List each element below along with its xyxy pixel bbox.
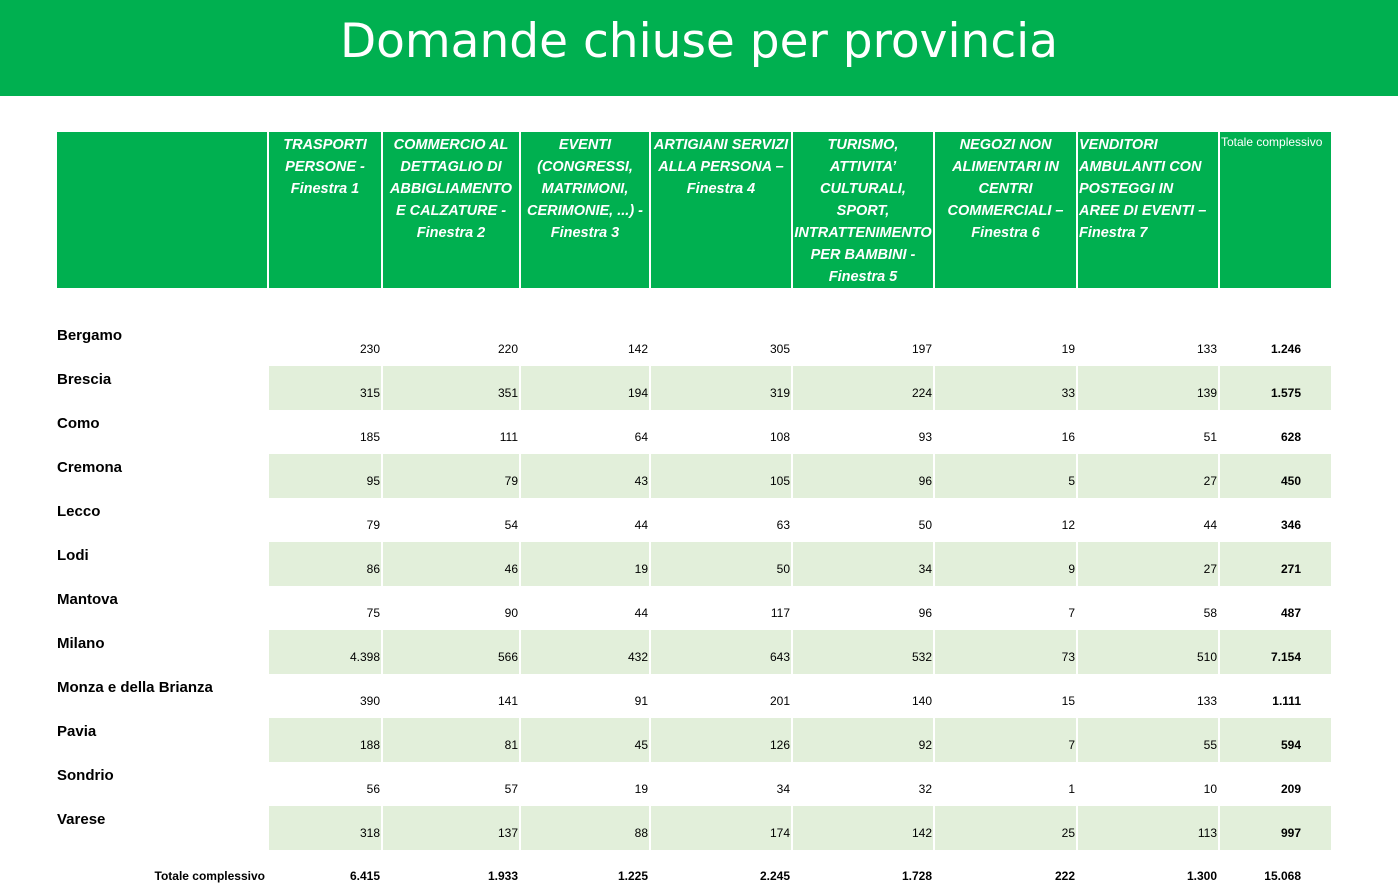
value-cell: 93 [792,410,934,454]
value-cell: 50 [650,542,792,586]
header-col-3: EVENTI (CONGRESSI, MATRIMONI, CERIMONIE, ...) - Finestra 3 [520,132,650,288]
total-cell: 1.300 [1077,850,1219,894]
value-cell: 34 [792,542,934,586]
value-cell: 4.398 [268,630,382,674]
province-name: Pavia [57,718,268,762]
value-cell: 351 [382,366,520,410]
province-name: Bergamo [57,322,268,366]
table-row [57,674,1331,718]
value-cell: 91 [520,674,650,718]
province-name: Como [57,410,268,454]
header-col-7: VENDITORI AMBULANTI CON POSTEGGI IN AREE DI EVENTI – Finestra 7 [1077,132,1219,288]
table-row [57,542,1331,586]
total-cell: 1.933 [382,850,520,894]
value-cell: 33 [934,366,1077,410]
value-cell: 45 [520,718,650,762]
value-cell: 319 [650,366,792,410]
value-cell: 126 [650,718,792,762]
value-cell: 46 [382,542,520,586]
value-cell: 194 [520,366,650,410]
table-row [57,454,1331,498]
province-name: Sondrio [57,762,268,806]
value-cell: 142 [792,806,934,850]
value-cell: 63 [650,498,792,542]
value-cell: 96 [792,586,934,630]
value-cell: 51 [1077,410,1219,454]
table-row [57,630,1331,674]
row-total-cell: 1.111 [1272,694,1301,708]
province-name: Varese [57,806,268,850]
value-cell: 7 [934,718,1077,762]
row-total-cell: 1.246 [1270,342,1301,356]
table-row [57,586,1331,630]
value-cell: 19 [520,762,650,806]
value-cell: 73 [934,630,1077,674]
value-cell: 7 [934,586,1077,630]
value-cell: 230 [268,322,382,366]
grand-total-cell: 15.068 [1264,869,1301,883]
value-cell: 137 [382,806,520,850]
value-cell: 174 [650,806,792,850]
row-total-cell: 7.154 [1219,630,1331,674]
total-row [57,850,1331,894]
value-cell: 318 [268,806,382,850]
value-cell: 44 [520,498,650,542]
value-cell: 142 [520,322,650,366]
value-cell: 16 [934,410,1077,454]
value-cell: 201 [650,674,792,718]
province-name: Brescia [57,366,268,410]
province-name: Mantova [57,586,268,630]
value-cell: 117 [650,586,792,630]
value-cell: 95 [268,454,382,498]
header-col-1: TRASPORTI PERSONE - Finestra 1 [268,132,382,288]
value-cell: 79 [268,498,382,542]
row-total-cell: 346 [1280,518,1301,532]
total-label: Totale complessivo [57,850,268,894]
value-cell: 432 [520,630,650,674]
value-cell: 10 [1077,762,1219,806]
value-cell: 220 [382,322,520,366]
value-cell: 315 [268,366,382,410]
header-col-2: COMMERCIO AL DETTAGLIO DI ABBIGLIAMENTO E CALZATURE - Finestra 2 [382,132,520,288]
province-name: Monza e della Brianza [57,674,268,718]
title-banner [0,0,1398,96]
value-cell: 50 [792,498,934,542]
page-title: Domande chiuse per provincia [339,14,1059,69]
value-cell: 43 [520,454,650,498]
value-cell: 141 [382,674,520,718]
value-cell: 139 [1077,366,1219,410]
value-cell: 305 [650,322,792,366]
value-cell: 9 [934,542,1077,586]
row-total-cell: 487 [1280,606,1301,620]
value-cell: 19 [520,542,650,586]
value-cell: 32 [792,762,934,806]
value-cell: 56 [268,762,382,806]
row-total-cell: 628 [1280,430,1301,444]
table-row [57,718,1331,762]
value-cell: 27 [1077,454,1219,498]
value-cell: 44 [520,586,650,630]
value-cell: 88 [520,806,650,850]
table-row [57,410,1331,454]
value-cell: 133 [1077,674,1219,718]
value-cell: 58 [1077,586,1219,630]
value-cell: 140 [792,674,934,718]
header-col-total: Totale complessivo [1219,132,1331,288]
value-cell: 79 [382,454,520,498]
value-cell: 92 [792,718,934,762]
total-cell: 2.245 [650,850,792,894]
value-cell: 15 [934,674,1077,718]
value-cell: 81 [382,718,520,762]
header-corner [57,132,268,288]
value-cell: 96 [792,454,934,498]
value-cell: 27 [1077,542,1219,586]
value-cell: 86 [268,542,382,586]
row-total-cell: 209 [1280,782,1301,796]
row-total-cell: 997 [1219,806,1331,850]
value-cell: 34 [650,762,792,806]
value-cell: 111 [382,410,520,454]
value-cell: 224 [792,366,934,410]
value-cell: 12 [934,498,1077,542]
value-cell: 55 [1077,718,1219,762]
value-cell: 643 [650,630,792,674]
total-cell: 6.415 [268,850,382,894]
value-cell: 105 [650,454,792,498]
province-name: Lodi [57,542,268,586]
table-row [57,498,1331,542]
header-col-6: NEGOZI NON ALIMENTARI IN CENTRI COMMERCIALI – Finestra 6 [934,132,1077,288]
header-spacer [57,288,1331,322]
value-cell: 25 [934,806,1077,850]
province-name: Milano [57,630,268,674]
value-cell: 133 [1077,322,1219,366]
value-cell: 566 [382,630,520,674]
row-total-cell: 271 [1219,542,1331,586]
value-cell: 57 [382,762,520,806]
value-cell: 64 [520,410,650,454]
header-row [57,132,1331,288]
table-row [57,762,1331,806]
value-cell: 532 [792,630,934,674]
value-cell: 185 [268,410,382,454]
total-cell: 1.728 [792,850,934,894]
table-row [57,322,1331,366]
province-table [57,132,1331,894]
province-name: Cremona [57,454,268,498]
value-cell: 197 [792,322,934,366]
value-cell: 19 [934,322,1077,366]
header-col-5: TURISMO, ATTIVITA’ CULTURALI, SPORT, INTRATTENIMENTO PER BAMBINI - Finestra 5 [792,132,934,288]
table-row [57,806,1331,850]
value-cell: 113 [1077,806,1219,850]
value-cell: 90 [382,586,520,630]
table-row [57,366,1331,410]
value-cell: 75 [268,586,382,630]
value-cell: 390 [268,674,382,718]
value-cell: 54 [382,498,520,542]
province-name: Lecco [57,498,268,542]
value-cell: 108 [650,410,792,454]
header-col-4: ARTIGIANI SERVIZI ALLA PERSONA – Finestra 4 [650,132,792,288]
value-cell: 188 [268,718,382,762]
row-total-cell: 1.575 [1219,366,1331,410]
row-total-cell: 450 [1219,454,1331,498]
row-total-cell: 594 [1219,718,1331,762]
total-cell: 222 [934,850,1077,894]
total-cell: 1.225 [520,850,650,894]
value-cell: 44 [1077,498,1219,542]
value-cell: 5 [934,454,1077,498]
value-cell: 1 [934,762,1077,806]
value-cell: 510 [1077,630,1219,674]
